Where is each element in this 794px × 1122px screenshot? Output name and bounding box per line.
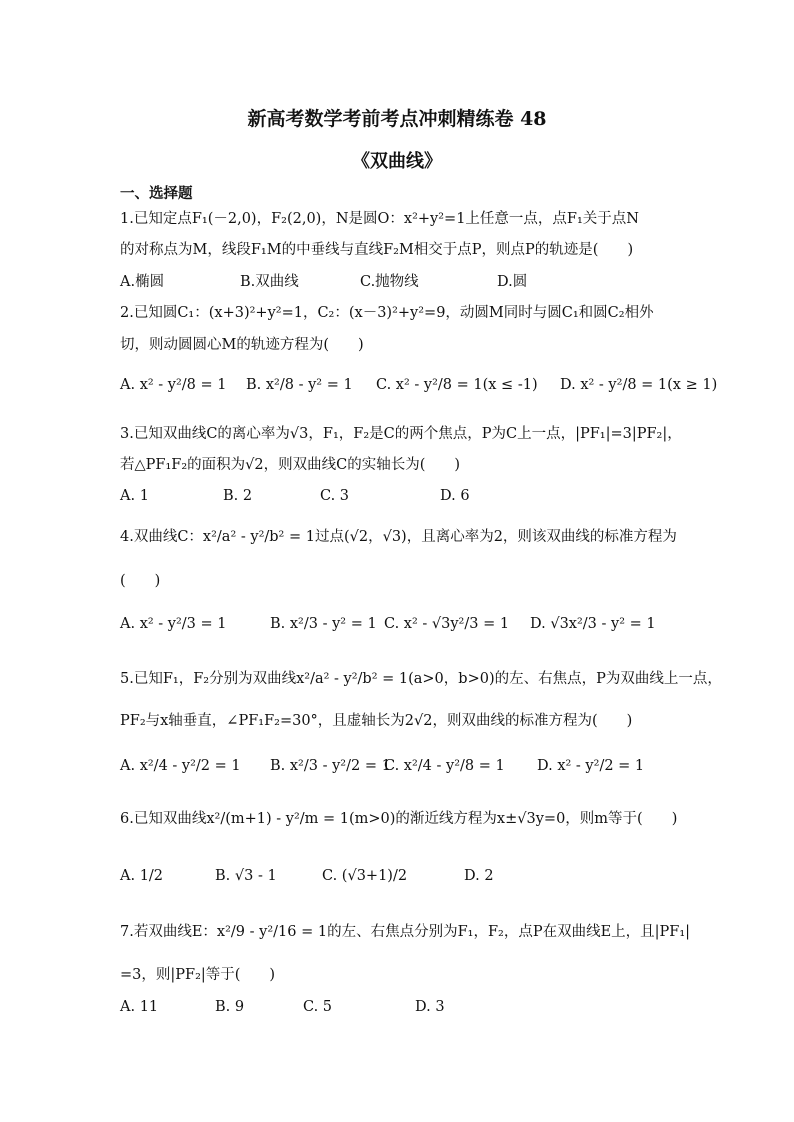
q6-option-c: C. (√3+1)/2	[322, 868, 408, 884]
section-heading: 一、选择题	[120, 185, 193, 202]
q4-stem-line-2: ( )	[120, 573, 161, 589]
q4-option-a: A. x² - y²/3 = 1	[120, 616, 227, 632]
q7-stem-line-2: =3，则|PF₂|等于( )	[120, 967, 276, 983]
q2-option-b: B. x²/8 - y² = 1	[246, 377, 353, 393]
q3-option-d: D. 6	[440, 488, 470, 504]
q6-option-b: B. √3 - 1	[215, 868, 277, 884]
q6-option-a: A. 1/2	[120, 868, 164, 884]
q1-option-b: B.双曲线	[240, 274, 299, 290]
q7-option-b: B. 9	[215, 999, 245, 1015]
q1-stem-line-2: 的对称点为M，线段F₁M的中垂线与直线F₂M相交于点P，则点P的轨迹是( )	[120, 242, 634, 258]
q4-option-b: B. x²/3 - y² = 1	[270, 616, 377, 632]
page-title: 新高考数学考前考点冲刺精练卷 48	[247, 108, 547, 130]
q6-option-d: D. 2	[464, 868, 494, 884]
q2-stem-line-1: 2.已知圆C₁：(x+3)²+y²=1，C₂：(x－3)²+y²=9，动圆M同时与圆C₁和圆C₂相外	[120, 305, 654, 321]
q5-option-b: B. x²/3 - y²/2 = 1	[270, 758, 391, 774]
q3-option-a: A. 1	[120, 488, 149, 504]
q7-stem-line-1: 7.若双曲线E：x²/9 - y²/16 = 1的左、右焦点分别为F₁，F₂，点P在双曲线E上，且|PF₁|	[120, 924, 691, 940]
q2-option-d: D. x² - y²/8 = 1(x ≥ 1)	[560, 377, 718, 393]
page-subtitle: 《双曲线》	[352, 151, 442, 172]
q3-stem-line-2: 若△PF₁F₂的面积为√2，则双曲线C的实轴长为( )	[120, 457, 461, 473]
q5-stem-line-2: PF₂与x轴垂直，∠PF₁F₂=30°，且虚轴长为2√2，则双曲线的标准方程为( )	[120, 713, 633, 729]
q1-option-d: D.圆	[497, 274, 528, 290]
q3-stem-line-1: 3.已知双曲线C的离心率为√3，F₁，F₂是C的两个焦点，P为C上一点，|PF₁|=3|PF₂|，	[120, 426, 682, 442]
q4-option-c: C. x² - √3y²/3 = 1	[384, 616, 510, 632]
q5-option-d: D. x² - y²/2 = 1	[537, 758, 645, 774]
q5-option-a: A. x²/4 - y²/2 = 1	[120, 758, 241, 774]
q6-stem-line-1: 6.已知双曲线x²/(m+1) - y²/m = 1(m>0)的渐近线方程为x±√3y=0，则m等于( )	[120, 811, 678, 827]
q5-option-c: C. x²/4 - y²/8 = 1	[384, 758, 505, 774]
q2-option-c: C. x² - y²/8 = 1(x ≤ -1)	[376, 377, 538, 393]
q2-option-a: A. x² - y²/8 = 1	[120, 377, 227, 393]
q3-option-c: C. 3	[320, 488, 350, 504]
q4-stem-line-1: 4.双曲线C：x²/a² - y²/b² = 1过点(√2，√3)，且离心率为2，则该双曲线的标准方程为	[120, 529, 677, 545]
q1-option-c: C.抛物线	[360, 274, 419, 290]
q1-option-a: A.椭圆	[120, 274, 165, 290]
q5-stem-line-1: 5.已知F₁，F₂分别为双曲线x²/a² - y²/b² = 1(a>0，b>0)的左、右焦点，P为双曲线上一点，	[120, 671, 722, 687]
q4-option-d: D. √3x²/3 - y² = 1	[530, 616, 656, 632]
q2-stem-line-2: 切，则动圆圆心M的轨迹方程为( )	[120, 337, 364, 353]
q3-option-b: B. 2	[223, 488, 253, 504]
q7-option-c: C. 5	[303, 999, 333, 1015]
q7-option-a: A. 11	[120, 999, 159, 1015]
q1-stem-line-1: 1.已知定点F₁(－2,0)，F₂(2,0)，N是圆O：x²+y²=1上任意一点，点F₁关于点N	[120, 211, 639, 227]
q7-option-d: D. 3	[415, 999, 445, 1015]
